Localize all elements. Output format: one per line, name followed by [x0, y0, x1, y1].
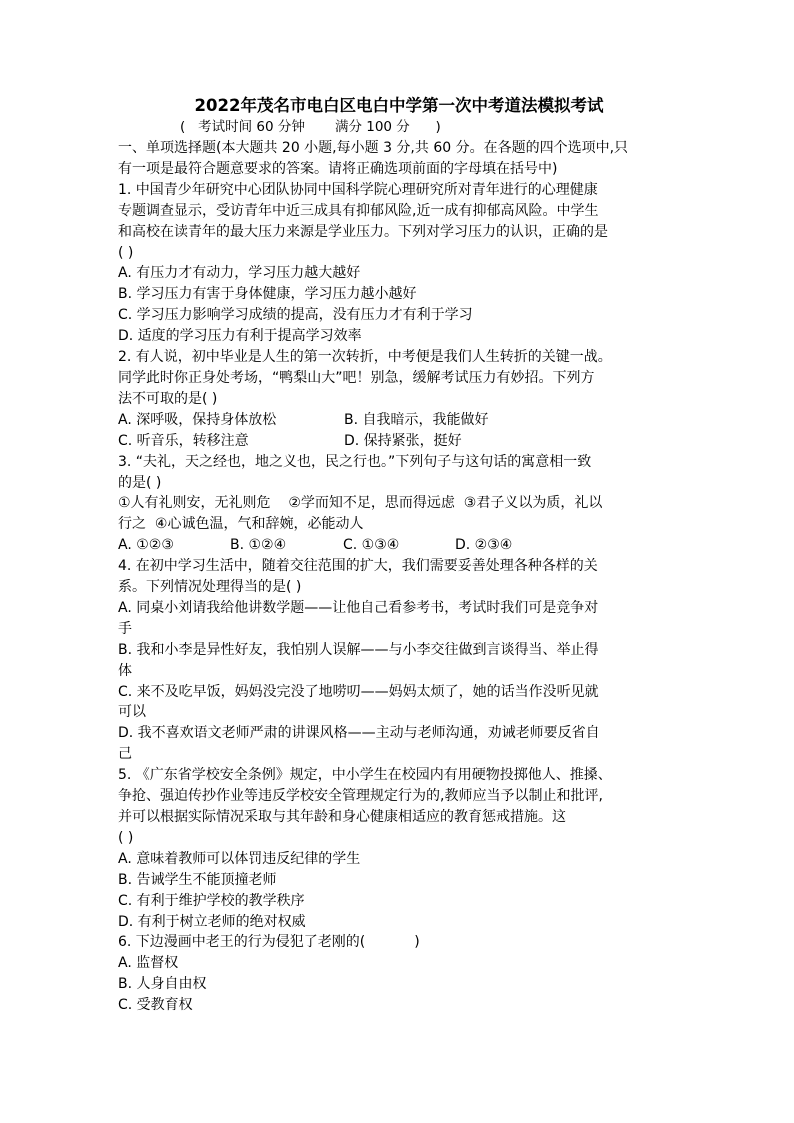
question-stem-line: 专题调查显示，受访青年中近三成具有抑郁风险,近一成有抑郁高风险。中学生: [118, 202, 599, 219]
question-stem-line: 同学此时你正身处考场，“鸭梨山大”吧！别急，缓解考试压力有妙招。下列方: [118, 369, 595, 386]
question-stem-line: 的是( ): [118, 474, 162, 491]
question-6: [118, 932, 680, 1016]
option-c: C. 有利于维护学校的教学秩序: [118, 892, 305, 909]
question-stem-line: 2. 有人说，初中毕业是人生的第一次转折，中考便是我们人生转折的关键一战。: [118, 349, 612, 366]
option-d: D. 有利于树立老师的绝对权威: [118, 913, 306, 930]
question-stem-line: 和高校在读青年的最大压力来源是学业压力。下列对学习压力的认识，正确的是: [118, 223, 608, 240]
option-d: D. 保持紧张，挺好: [344, 432, 462, 449]
question-stem-line: 并可以根据实际情况采取与其年龄和身心健康相适应的教育惩戒措施。这: [118, 809, 566, 825]
question-stem-line: 争抢、强迫传抄作业等违反学校安全管理规定行为的,教师应当予以制止和批评,: [118, 788, 603, 805]
option-c: C. 来不及吃早饭，妈妈没完没了地唠叨——妈妈太烦了，她的话当作没听见就: [118, 683, 599, 700]
question-statement-line: ①人有礼则安，无礼则危 ②学而知不足，思而得远虑 ③君子义以为质，礼以: [118, 495, 603, 512]
question-stem-line: 5. 《广东省学校安全条例》规定，中小学生在校园内有用硬物投掷他人、推搡、: [118, 767, 612, 784]
question-stem-line: 系。下列情况处理得当的是( ): [118, 579, 302, 596]
option-b: B. 人身自由权: [118, 976, 207, 993]
question-statement-line: 行之 ④心诚色温，气和辞婉，必能动人: [118, 516, 364, 533]
question-stem-line: 6. 下边漫画中老王的行为侵犯了老刚的( ): [118, 934, 420, 951]
option-b: B. 学习压力有害于身体健康，学习压力越小越好: [118, 286, 417, 303]
option-d-continued: 己: [118, 746, 132, 763]
exam-subtitle: ( 考试时间 60 分钟 满分 100 分 ): [180, 119, 441, 135]
exam-title: 2022年茂名市电白区电白中学第一次中考道法模拟考试: [194, 96, 604, 115]
option-a-continued: 手: [118, 620, 132, 637]
option-a: A. 同桌小刘请我给他讲数学题——让他自己看参考书，考试时我们可是竞争对: [118, 599, 599, 616]
option-b-continued: 体: [118, 662, 132, 679]
option-c: C. 学习压力影响学习成绩的提高，没有压力才有利于学习: [118, 307, 473, 324]
instruction-line: 一、单项选择题(本大题共 20 小题,每小题 3 分,共 60 分。在各题的四个选项中,只: [118, 140, 629, 156]
question-4: [118, 556, 680, 765]
option-row: [118, 431, 680, 452]
option-d: D. ②③④: [455, 537, 513, 554]
option-a: A. 有压力才有动力，学习压力越大越好: [118, 265, 361, 282]
question-stem-line: 法不可取的是( ): [118, 390, 218, 407]
section-instructions: [118, 138, 680, 180]
exam-page: [118, 94, 680, 1016]
option-c: C. 受教育权: [118, 997, 193, 1014]
question-stem-line: 3. “夫礼，天之经也，地之义也，民之行也。”下列句子与这句话的寓意相一致: [118, 453, 592, 470]
option-b: B. 自我暗示，我能做好: [344, 411, 489, 428]
question-3: [118, 452, 680, 557]
question-1: [118, 180, 680, 347]
option-a: A. 深呼吸，保持身体放松: [118, 411, 277, 428]
option-d: D. 适度的学习压力有利于提高学习效率: [118, 328, 362, 345]
option-row: [118, 410, 680, 431]
option-a: A. ①②③: [118, 537, 174, 554]
option-b: B. 告诫学生不能顶撞老师: [118, 871, 277, 888]
option-a: A. 监督权: [118, 955, 179, 972]
answer-bracket: ( ): [118, 244, 134, 261]
question-stem-line: 4. 在初中学习生活中，随着交往范围的扩大，我们需要妥善处理各种各样的关: [118, 558, 598, 575]
answer-bracket: ( ): [118, 829, 134, 846]
option-row: [118, 535, 680, 556]
option-a: A. 意味着教师可以体罚违反纪律的学生: [118, 850, 361, 867]
question-5: [118, 765, 680, 932]
option-c: C. ①③④: [343, 537, 400, 554]
option-d: D. 我不喜欢语文老师严肃的讲课风格——主动与老师沟通，劝诫老师要反省自: [118, 725, 600, 742]
option-c-continued: 可以: [118, 704, 146, 721]
question-2: [118, 347, 680, 452]
option-c: C. 听音乐，转移注意: [118, 432, 249, 449]
option-b: B. ①②④: [230, 537, 287, 554]
option-b: B. 我和小李是异性好友，我怕别人误解——与小李交往做到言谈得当、举止得: [118, 641, 599, 658]
instruction-line: 有一项是最符合题意要求的答案。请将正确选项前面的字母填在括号中): [118, 160, 558, 177]
question-stem-line: 1. 中国青少年研究中心团队协同中国科学院心理研究所对青年进行的心理健康: [118, 181, 598, 198]
